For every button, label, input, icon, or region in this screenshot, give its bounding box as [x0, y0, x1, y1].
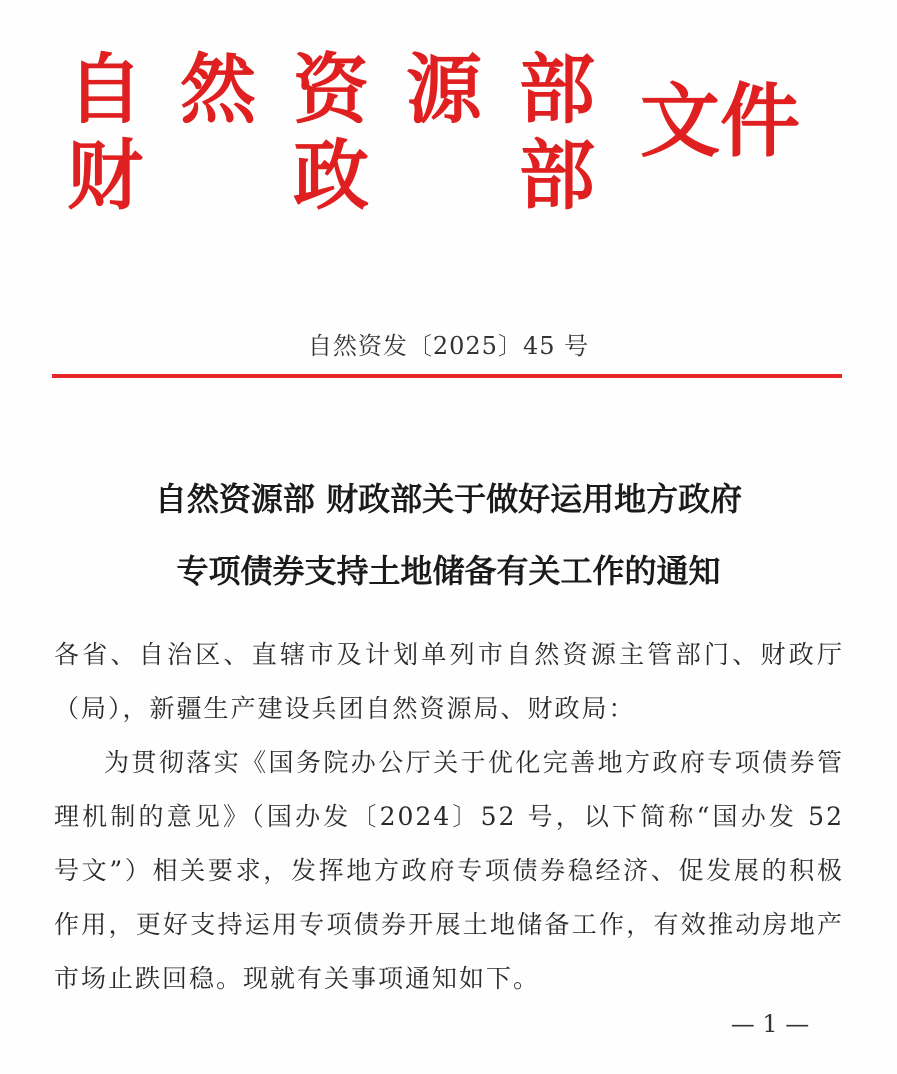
document-number: 自然资发〔2025〕45 号: [307, 332, 590, 360]
addressee-paragraph: 各省、自治区、直辖市及计划单列市自然资源主管部门、财政厅（局），新疆生产建设兵团自然资源局、财政局：: [54, 640, 844, 723]
letterhead-char: 资: [293, 45, 369, 134]
page-number: — 1 —: [730, 1010, 810, 1038]
body-paragraph: 为贯彻落实《国务院办公厅关于优化完善地方政府专项债券管理机制的意见》（国办发〔2024〕52 号，以下简称“国办发 52 号文”）相关要求，发挥地方政府专项债券稳经济、促发展的积极作用，更好支持运用专项债券开展土地储备工作，有效推动房地产市场止跌回稳。现就有关事项通知如下。: [54, 748, 844, 993]
letterhead-issuer-2: [60, 128, 620, 224]
letterhead-char: 政: [293, 131, 369, 220]
letterhead-document-word: 文件: [640, 75, 800, 168]
document-title-line-1: 自然资源部 财政部关于做好运用地方政府: [154, 480, 743, 518]
red-divider: [52, 374, 842, 378]
letterhead-char: 源: [406, 45, 482, 134]
letterhead-char: 然: [180, 45, 256, 134]
letterhead-char: 自: [67, 45, 143, 134]
letterhead-issuer-1: [60, 42, 620, 138]
document-body: [54, 628, 844, 1006]
letterhead-char: 部: [519, 131, 595, 220]
letterhead-char: 财: [67, 131, 143, 220]
letterhead-char: 部: [519, 45, 595, 134]
document-title-line-2: 专项债券支持土地储备有关工作的通知: [176, 552, 721, 590]
